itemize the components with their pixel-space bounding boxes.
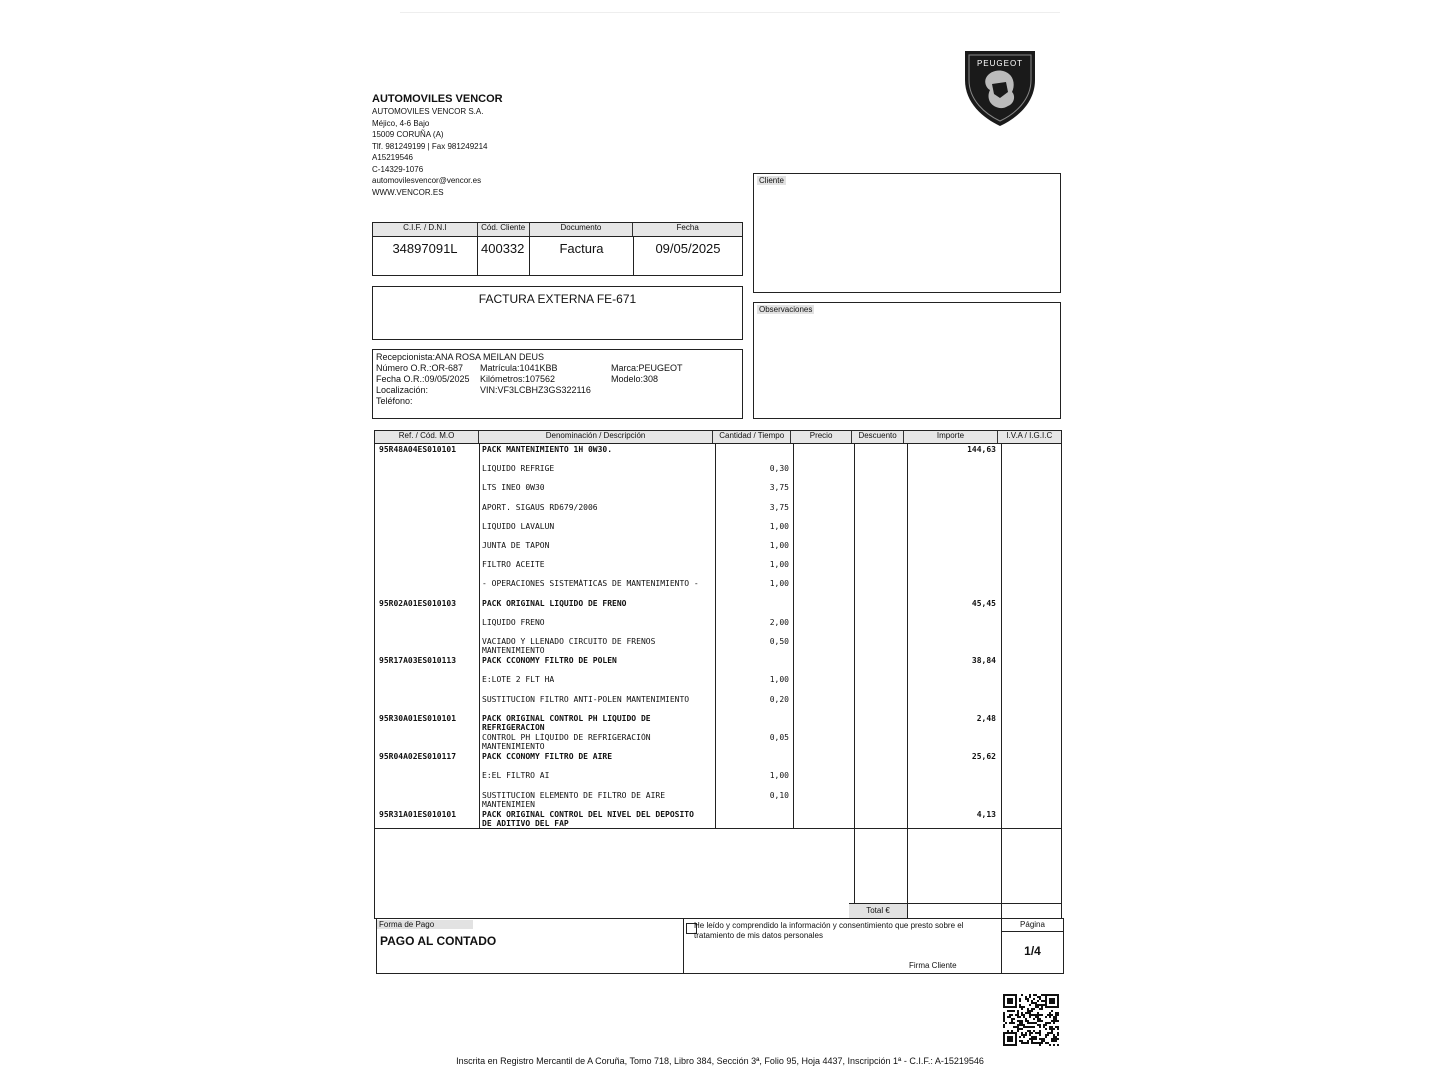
ref-code: 95R02A01ES010103 bbox=[379, 598, 457, 608]
logo-text: PEUGEOT bbox=[976, 59, 1024, 68]
vehicle-box bbox=[372, 349, 743, 419]
col-header: Cantidad / Tiempo bbox=[713, 431, 791, 443]
company-name: AUTOMOVILES VENCOR bbox=[372, 93, 503, 105]
recepcionista: Recepcionista:ANA ROSA MEILAN DEUS bbox=[376, 352, 545, 362]
description: PACK ORIGINAL LIQUIDO DE FRENO bbox=[482, 598, 627, 608]
quantity: 3,75 bbox=[769, 502, 789, 512]
description: E:EL FILTRO AI bbox=[482, 771, 550, 781]
col-header: Importe bbox=[904, 431, 997, 443]
description: PACK CCONOMY FILTRO DE POLEN bbox=[482, 656, 617, 666]
description: LIQUIDO LAVALUN bbox=[482, 521, 555, 531]
description: E:LOTE 2 FLT HA bbox=[482, 675, 555, 685]
description: SUSTITUCION ELEMENTO DE FILTRO DE AIRE bbox=[482, 790, 666, 800]
pagina-label: Página bbox=[1020, 920, 1045, 929]
vin: VIN:VF3LCBHZ3GS322116 bbox=[480, 385, 591, 395]
quantity: 2,00 bbox=[769, 617, 789, 627]
firma-cliente-label: Firma Cliente bbox=[909, 961, 957, 970]
pagina-value: 1/4 bbox=[1024, 944, 1041, 958]
matricula: Matrícula:1041KBB bbox=[480, 363, 558, 373]
footer-box bbox=[376, 918, 1064, 974]
importe: 2,48 bbox=[976, 713, 996, 723]
quantity: 0,30 bbox=[769, 464, 789, 474]
document-date: 09/05/2025 bbox=[655, 241, 721, 256]
company-line: automovilesvencor@vencor.es bbox=[372, 176, 482, 185]
description: JUNTA DE TAPON bbox=[482, 541, 550, 550]
marca: Marca:PEUGEOT bbox=[611, 363, 683, 373]
ref-code: 95R30A01ES010101 bbox=[379, 713, 457, 723]
company-line: Méjico, 4-6 Bajo bbox=[372, 118, 430, 128]
description: VACIADO Y LLENADO CIRCUITO DE FRENOS bbox=[482, 637, 656, 646]
description: LTS INEO 0W30 bbox=[482, 483, 545, 493]
company-line: WWW.VENCOR.ES bbox=[372, 187, 444, 197]
ref-code: 95R48A04ES010101 bbox=[379, 445, 457, 454]
col-header: Precio bbox=[791, 431, 851, 443]
registro-mercantil: Inscrita en Registro Mercantil de A Coruña, Tomo 718, Libro 384, Sección 3ª, Folio 95, Hoja 4437, Inscripción 1ª - C.I.F.: A-15219546 bbox=[456, 1056, 984, 1066]
modelo: Modelo:308 bbox=[611, 374, 659, 384]
quantity: 3,75 bbox=[769, 483, 789, 493]
company-block bbox=[372, 92, 503, 198]
description-cont: DE ADITIVO DEL FAP bbox=[482, 818, 569, 828]
consent-text-2: tratamiento de mis datos personales bbox=[694, 931, 823, 940]
description: SUSTITUCION FILTRO ANTI-POLEN MANTENIMIENTO bbox=[482, 694, 690, 704]
company-line: AUTOMOVILES VENCOR S.A. bbox=[372, 107, 484, 116]
col-header: Denominación / Descripción bbox=[479, 431, 713, 443]
observaciones-label: Observaciones bbox=[759, 305, 813, 314]
consent-text: He leído y comprendido la información y consentimiento que presto sobre el bbox=[694, 921, 964, 930]
quantity: 1,00 bbox=[769, 675, 789, 685]
importe: 45,45 bbox=[971, 598, 996, 608]
description-cont: MANTENIMIENTO bbox=[482, 646, 545, 655]
client-code: 400332 bbox=[481, 241, 525, 256]
cliente-box bbox=[753, 173, 1061, 293]
quantity: 1,00 bbox=[769, 579, 789, 589]
description: - OPERACIONES SISTEMÁTICAS DE MANTENIMIENTO - bbox=[482, 579, 699, 589]
importe: 4,13 bbox=[976, 809, 996, 819]
telefono: Teléfono: bbox=[376, 396, 413, 406]
quantity: 1,00 bbox=[769, 771, 789, 781]
kilometros: Kilómetros:107562 bbox=[480, 374, 556, 384]
company-line: C-14329-1076 bbox=[372, 164, 424, 174]
description: PACK ORIGINAL CONTROL DEL NIVEL DEL DEPOSITO bbox=[482, 809, 694, 819]
importe: 144,63 bbox=[967, 445, 996, 454]
forma-pago-value: PAGO AL CONTADO bbox=[380, 934, 497, 948]
ref-code: 95R31A01ES010101 bbox=[379, 809, 457, 819]
company-line: Tlf. 981249199 | Fax 981249214 bbox=[372, 141, 488, 151]
description: FILTRO ACEITE bbox=[482, 560, 545, 570]
company-line: 15009 CORUÑA (A) bbox=[372, 130, 444, 139]
numero-or: Número O.R.:OR-687 bbox=[376, 363, 464, 373]
observaciones-box bbox=[753, 302, 1061, 419]
invoice-title: FACTURA EXTERNA FE-671 bbox=[478, 292, 637, 306]
col-header: I.V.A / I.G.I.C bbox=[998, 431, 1061, 443]
items-table bbox=[374, 430, 1062, 919]
description: APORT. SIGAUS RD679/2006 bbox=[482, 502, 598, 512]
description: LIQUIDO FRENO bbox=[482, 617, 545, 627]
scan-artifact bbox=[400, 12, 1060, 13]
qr-code-icon bbox=[1003, 994, 1059, 1046]
title-box bbox=[372, 286, 743, 340]
quantity: 1,00 bbox=[769, 521, 789, 531]
quantity: 0,10 bbox=[769, 790, 789, 800]
quantity: 0,05 bbox=[769, 733, 789, 742]
fecha-or: Fecha O.R.:09/05/2025 bbox=[376, 374, 470, 384]
doc-info-box bbox=[372, 222, 743, 276]
total-value bbox=[908, 904, 1000, 918]
description-cont: REFRIGERACION bbox=[482, 722, 545, 732]
ref-code: 95R04A02ES010117 bbox=[379, 752, 457, 762]
description: PACK CCONOMY FILTRO DE AIRE bbox=[482, 752, 613, 762]
doc-header: C.I.F. / D.N.I bbox=[373, 223, 478, 236]
peugeot-lion-shield-icon bbox=[962, 48, 1038, 128]
quantity: 0,50 bbox=[769, 637, 789, 646]
quantity: 1,00 bbox=[769, 560, 789, 570]
description: CONTROL PH LÍQUIDO DE REFRIGERACIÓN bbox=[482, 733, 651, 742]
quantity: 0,20 bbox=[769, 694, 789, 704]
quantity: 1,00 bbox=[769, 541, 789, 550]
cif-value: 34897091L bbox=[392, 241, 458, 256]
description-cont: MANTENIMIENTO bbox=[482, 742, 545, 751]
document-type: Factura bbox=[559, 241, 604, 256]
description: LIQUIDO REFRIGE bbox=[482, 464, 555, 474]
col-header: Descuento bbox=[852, 431, 905, 443]
company-line: A15219546 bbox=[372, 153, 413, 162]
description: PACK MANTENIMIENTO 1H 0W30. bbox=[482, 445, 613, 454]
cliente-label: Cliente bbox=[759, 176, 784, 185]
importe: 25,62 bbox=[971, 752, 996, 762]
doc-header: Documento bbox=[530, 223, 634, 236]
description: PACK ORIGINAL CONTROL PH LIQUIDO DE bbox=[482, 713, 651, 723]
importe: 38,84 bbox=[971, 656, 996, 666]
ref-code: 95R17A03ES010113 bbox=[379, 656, 457, 666]
doc-header: Fecha bbox=[633, 223, 742, 236]
description-cont: MANTENIMIEN bbox=[482, 799, 535, 809]
localizacion: Localización: bbox=[376, 385, 429, 395]
forma-pago-label: Forma de Pago bbox=[377, 920, 473, 929]
doc-header: Cód. Cliente bbox=[478, 223, 530, 236]
table-header bbox=[375, 431, 1061, 444]
col-header: Ref. / Cód. M.O bbox=[375, 431, 479, 443]
total-label: Total € bbox=[849, 904, 907, 918]
